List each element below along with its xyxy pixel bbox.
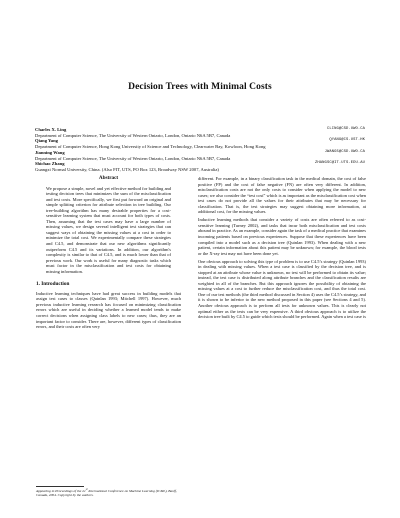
intro-text: Inductive learning techniques have had great success in building models that assign test cases to classes (Quinlan 1993; Mitchell 1997). However, much previous inductive learning research has focused on minimizing classification errors which are useful in deciding whether a learned model tends to make correct decisions when assigning class labels to new cases; thus, they are an important factor to consider. There are, however, different types of classification errors, and their costs are often very [36, 290, 181, 330]
author-email: QYANG@CS.UST.HK [329, 138, 365, 143]
author-email: CLING@CSD.UWO.CA [326, 127, 365, 131]
author-affiliation: Department of Computer Science, Hong Kong University of Science and Technology, Clearwater Bay, Kowloon, Hong Kong [35, 144, 266, 150]
footnote-prefix: Appearing in Proceedings of the 21 [36, 489, 86, 493]
author-name: Qiang Yang [35, 138, 58, 144]
author-affiliation: Department of Computer Science, The University of Western Ontario, London, Ontario N6A 5B7, Canada [35, 155, 231, 161]
author-name: Shichao Zhang [35, 161, 65, 167]
abstract-heading: Abstract [98, 175, 119, 181]
author-affiliation: Guangxi Normal University, China. (Also FIT, UTS, PO Box 123, Broadway NSW 2007, Australia) [35, 166, 219, 172]
author-block [35, 127, 365, 173]
footnote-divider [36, 486, 84, 487]
intro-heading: 1. Introduction [36, 281, 70, 288]
footnote-superscript: st [85, 487, 88, 491]
author-name: Jianning Wang [35, 149, 65, 155]
abstract-text: We propose a simple, novel and yet effective method for building and testing decision trees that minimizes the sum of the misclassification and test costs. More specifically, we first put forward an original and simple splitting criterion for attribute selection in tree building. Our tree-building algorithm has many desirable properties for a cost-sensitive learning system that must account for both types of costs. Then, assuming that the test cases may have a large number of missing values, we design several intelligent test strategies that can suggest ways of obtaining the missing values at a cost in order to minimize the total cost. We experimentally compare these strategies and C4.5, and demonstrate that our new algorithms significantly outperform C4.5 and its variations. In addition, our algorithm's complexity is similar to that of C4.5, and is much lower than that of previous work. Our work is useful for many diagnostic tasks which must factor in the misclassification and test costs for obtaining missing information. [46, 185, 171, 274]
footnote [36, 489, 181, 498]
body-paragraph: Inductive learning methods that consider a variety of costs are often referred to as cost-sensitive learning (Turney 2002), and tasks that incur both misclassification and test costs abound in practice. As an example, consider again the task of a medical practice that examines incoming patients based on previous experiences. Suppose that these experiences have been compiled into a model such as a decision tree (Quinlan 1993). When dealing with a new patient, certain information about this patient may be unknown; for example, the blood tests or the X-ray test may not have been done yet. [198, 217, 366, 256]
author-name: Charles X. Ling [35, 127, 67, 132]
right-column [198, 176, 366, 322]
author-email: ZHANGSC@IT.UTS.EDU.AU [315, 161, 365, 166]
footnote-suffix: International Conference on Machine Learning (ICML), Banff, Canada, 2004. Copyright by the authors. [36, 489, 177, 498]
author-email: JWANG5@CSD.UWO.CA [324, 149, 365, 154]
author-affiliation: Department of Computer Science, The University of Western Ontario, London, Ontario N6A 5B7, Canada [35, 132, 231, 138]
body-paragraph: One obvious approach to solving this type of problem is to use C4.5’s strategy (Quinlan 1993) in dealing with missing values. When a test case is classified by the decision tree, and is stopped at an attribute whose value is unknown, no test will be performed to obtain its value; instead, the test case is distributed along attribute branches and the classification results are weighted in all of the branches. But this approach ignores the possibility of obtaining the missing values at a cost to further reduce the misclassification cost, and thus the total cost. One of our test methods (the third method discussed in Section 4) uses the C4.5’s strategy, and it is shown to be inferior to the new method proposed in this paper (see Sections 4 and 5). Another obvious approach is to perform all tests for unknown values. This is clearly not optimal either as the tests can be very expensive. A third obvious approach is to utilize the decision tree built by C4.5 to guide which tests should be performed. Again when a test case is [198, 258, 366, 320]
paper-title: Decision Trees with Minimal Costs [128, 82, 272, 92]
body-paragraph: different. For example, in a binary classification task in the medical domain, the cost of false positive (FP) and the cost of false negative (FN) are often very different. In addition, misclassification costs are not the only costs to consider when applying the model to new cases; we also consider the “test cost” which is as important as the misclassification cost when test cases do not provide all the values for their attributes that may be necessary for classification. That is, the test strategies may suggest obtaining more information, at additional cost, for the missing values. [198, 176, 366, 215]
left-column [36, 176, 181, 332]
